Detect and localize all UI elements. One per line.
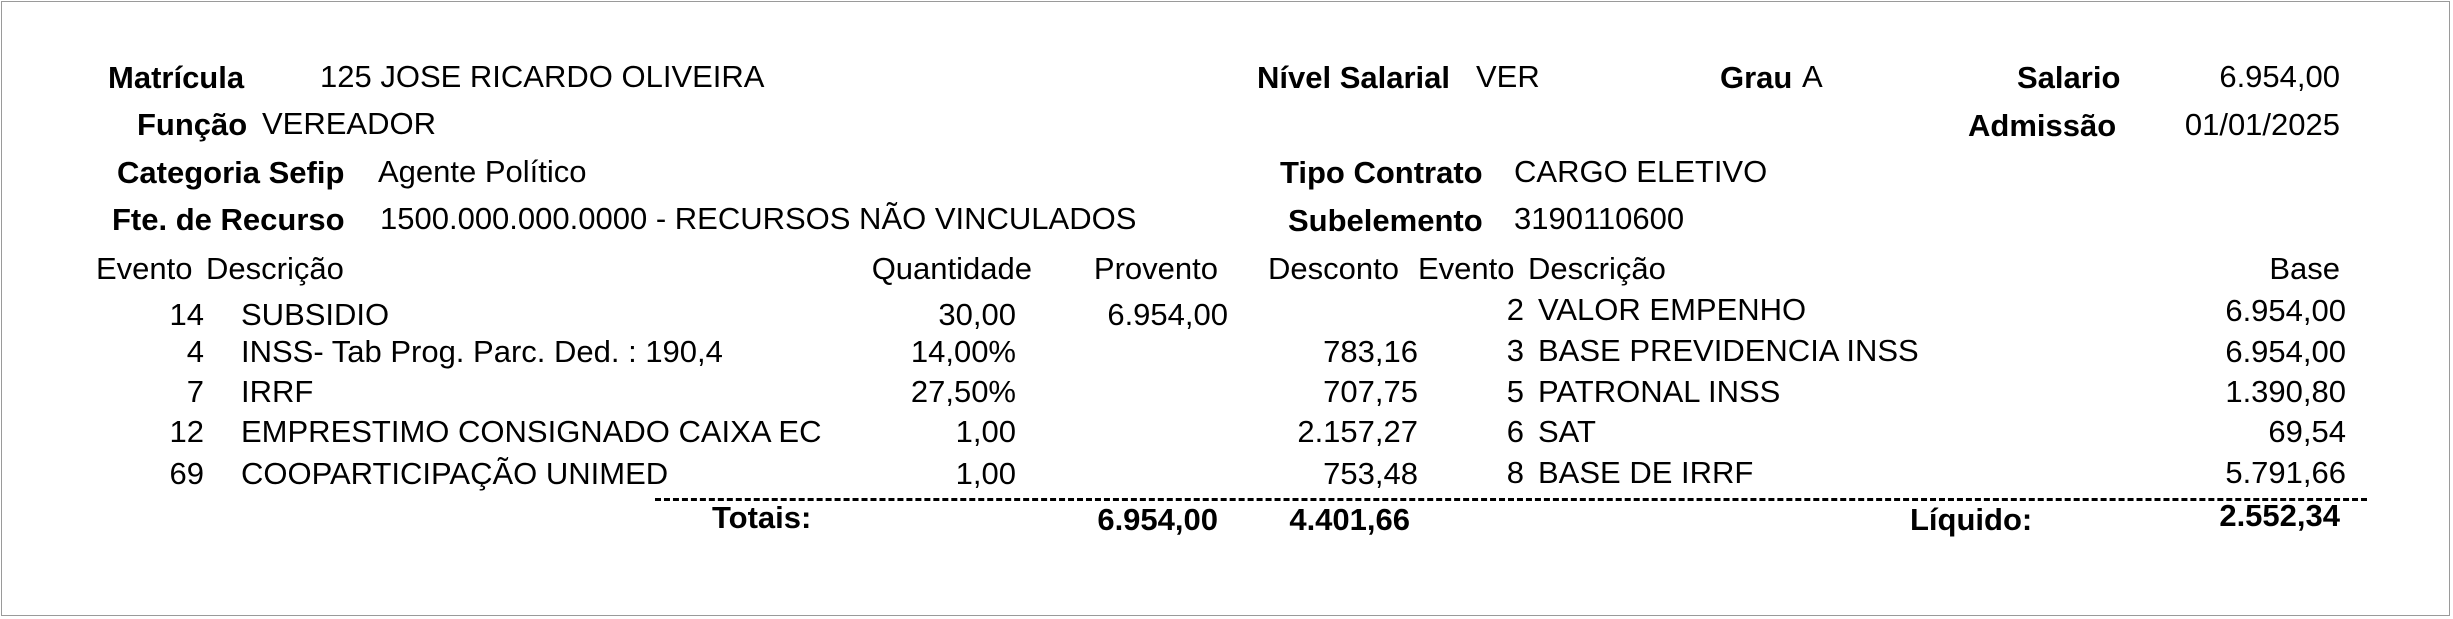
base-code: 3 [1506,333,1524,368]
base-description: SAT [1538,414,1596,449]
admissao-label: Admissão [1968,108,2117,143]
col-provento: Provento [1093,251,1218,286]
grau-value: A [1802,59,1823,94]
event-code: 69 [169,456,204,491]
col-evento-base: Evento [1418,251,1515,286]
base-value: 6.954,00 [2225,293,2346,328]
event-desconto: 2.157,27 [1297,414,1418,449]
event-code: 4 [186,334,204,369]
event-code: 7 [186,374,204,409]
event-quantity: 1,00 [955,414,1016,449]
base-code: 8 [1506,455,1524,490]
event-code: 14 [169,297,204,332]
event-quantity: 30,00 [938,297,1016,332]
base-value: 1.390,80 [2225,374,2346,409]
event-desconto: 707,75 [1323,374,1418,409]
base-value: 5.791,66 [2225,455,2346,490]
event-quantity: 14,00% [910,334,1016,369]
totals-divider [655,498,2367,501]
provento-total: 6.954,00 [1097,502,1218,537]
subelemento-label: Subelemento [1288,203,1483,238]
grau-label: Grau [1720,60,1793,95]
base-value: 69,54 [2268,414,2346,449]
event-description: IRRF [241,374,314,409]
salario-label: Salario [2017,60,2121,95]
event-description: COOPARTICIPAÇÃO UNIMED [241,456,669,491]
liquido-value: 2.552,34 [2219,498,2340,533]
base-code: 6 [1506,414,1524,449]
liquido-label: Líquido: [1910,502,2033,537]
col-desconto: Desconto [1268,251,1399,286]
col-evento: Evento [96,251,193,286]
base-description: BASE DE IRRF [1538,455,1754,490]
nivel-salarial-label: Nível Salarial [1257,60,1451,95]
col-base: Base [2269,251,2340,286]
event-quantity: 27,50% [910,374,1016,409]
funcao-label: Função [137,107,248,142]
event-desconto: 783,16 [1323,334,1418,369]
tipo-contrato-label: Tipo Contrato [1280,155,1483,190]
event-description: SUBSIDIO [241,297,390,332]
fonte-recurso-value: 1500.000.000.0000 - RECURSOS NÃO VINCULADOS [380,201,1137,236]
col-quantidade: Quantidade [871,251,1032,286]
salario-value: 6.954,00 [2219,59,2340,94]
nivel-salarial-value: VER [1476,59,1540,94]
fonte-recurso-label: Fte. de Recurso [112,202,345,237]
matricula-label: Matrícula [108,60,245,95]
subelemento-value: 3190110600 [1514,201,1685,236]
base-code: 5 [1506,374,1524,409]
base-description: PATRONAL INSS [1538,374,1781,409]
event-provento: 6.954,00 [1107,297,1228,332]
categoria-sefip-label: Categoria Sefip [117,155,345,190]
base-code: 2 [1506,292,1524,327]
matricula-value: 125 JOSE RICARDO OLIVEIRA [320,59,765,94]
tipo-contrato-value: CARGO ELETIVO [1514,154,1768,189]
base-description: VALOR EMPENHO [1538,292,1807,327]
event-description: INSS- Tab Prog. Parc. Ded. : 190,4 [241,334,723,369]
col-descricao: Descrição [206,251,344,286]
totais-label: Totais: [712,500,812,535]
admissao-value: 01/01/2025 [2184,107,2340,142]
base-value: 6.954,00 [2225,334,2346,369]
event-quantity: 1,00 [955,456,1016,491]
categoria-sefip-value: Agente Político [378,154,587,189]
col-descricao-base: Descrição [1528,251,1666,286]
base-description: BASE PREVIDENCIA INSS [1538,333,1919,368]
funcao-value: VEREADOR [262,106,436,141]
event-desconto: 753,48 [1323,456,1418,491]
event-description: EMPRESTIMO CONSIGNADO CAIXA EC [241,414,822,449]
desconto-total: 4.401,66 [1289,502,1410,537]
event-code: 12 [169,414,204,449]
